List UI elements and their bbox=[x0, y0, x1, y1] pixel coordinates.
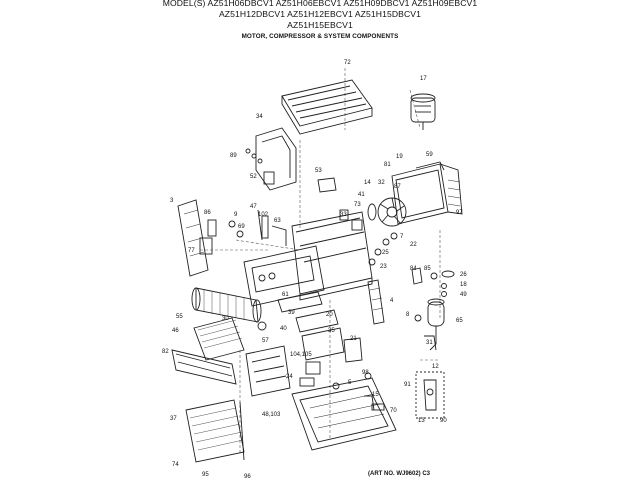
part-label-13: 13 bbox=[418, 418, 425, 424]
part-label-40: 40 bbox=[280, 326, 287, 332]
part-label-14: 14 bbox=[364, 180, 371, 186]
part-label-91: 91 bbox=[404, 382, 411, 388]
part-label-57: 57 bbox=[262, 338, 269, 344]
part-label-46: 46 bbox=[172, 328, 179, 334]
part-label-35: 35 bbox=[328, 328, 335, 334]
part-label-102: 102 bbox=[258, 212, 269, 218]
part-label-55: 55 bbox=[176, 314, 183, 320]
part-label-69: 69 bbox=[238, 224, 245, 230]
part-label-53: 53 bbox=[315, 168, 322, 174]
part-label-17: 17 bbox=[420, 76, 427, 82]
part-label-48-103: 48,103 bbox=[262, 412, 281, 418]
model-line-2: AZ51H12DBCV1 AZ51H12EBCV1 AZ51H15DBCV1 bbox=[218, 9, 422, 19]
part-label-85: 85 bbox=[424, 266, 431, 272]
part-label-19: 19 bbox=[396, 154, 403, 160]
part-label-23: 23 bbox=[380, 264, 387, 270]
top-rail-assembly bbox=[282, 80, 372, 134]
part-label-95: 95 bbox=[202, 472, 209, 478]
part-label-39: 39 bbox=[288, 310, 295, 316]
part-label-34: 34 bbox=[256, 114, 263, 120]
part-label-72: 72 bbox=[344, 60, 351, 66]
part-label-90: 90 bbox=[440, 418, 447, 424]
part-label-59: 59 bbox=[426, 152, 433, 158]
part-label-32: 32 bbox=[378, 180, 385, 186]
part-label-49: 49 bbox=[460, 292, 467, 298]
part-label-8: 8 bbox=[406, 312, 410, 318]
part-label-31: 31 bbox=[426, 340, 433, 346]
part-label-25: 25 bbox=[382, 250, 389, 256]
part-label-37: 37 bbox=[170, 416, 177, 422]
fan-motor bbox=[411, 94, 435, 130]
part-label-81: 81 bbox=[384, 162, 391, 168]
part-label-30: 30 bbox=[222, 316, 229, 322]
part-label-73: 73 bbox=[354, 202, 361, 208]
part-label-70: 70 bbox=[390, 408, 397, 414]
part-label-24: 24 bbox=[286, 374, 293, 380]
part-label-86: 86 bbox=[204, 210, 211, 216]
part-label-12: 12 bbox=[432, 364, 439, 370]
part-label-3: 3 bbox=[170, 198, 174, 204]
part-label-82: 82 bbox=[162, 349, 169, 355]
model-line-1: MODEL(S) AZ51H06DBCV1 AZ51H06EBCV1 AZ51H09DBCV1 AZ51H09EBCV1 bbox=[162, 0, 478, 8]
part-label-61: 61 bbox=[282, 292, 289, 298]
part-label-52: 52 bbox=[250, 174, 257, 180]
part-label-33: 33 bbox=[340, 212, 347, 218]
part-label-96: 96 bbox=[244, 474, 251, 480]
part-label-20: 20 bbox=[326, 312, 333, 318]
part-label-47: 47 bbox=[250, 204, 257, 210]
part-label-87: 87 bbox=[394, 184, 401, 190]
part-label-41: 41 bbox=[358, 192, 365, 198]
part-label-84: 84 bbox=[410, 266, 417, 272]
part-label-104-105: 104,105 bbox=[290, 352, 312, 358]
part-label-74: 74 bbox=[172, 462, 179, 468]
part-label-63: 63 bbox=[274, 218, 281, 224]
part-label-9: 9 bbox=[234, 212, 238, 218]
part-label-5: 5 bbox=[348, 380, 352, 386]
part-label-26: 26 bbox=[460, 272, 467, 278]
part-label-98: 98 bbox=[362, 370, 369, 376]
part-label-89: 89 bbox=[230, 153, 237, 159]
diagram-subtitle: MOTOR, COMPRESSOR & SYSTEM COMPONENTS bbox=[241, 33, 399, 40]
part-label-4: 4 bbox=[390, 298, 394, 304]
part-label-77: 77 bbox=[188, 248, 195, 254]
art-number: (ART NO. WJ9602) C3 bbox=[368, 471, 431, 477]
model-line-3: AZ51H15EBCV1 bbox=[287, 20, 353, 30]
part-label-65: 65 bbox=[456, 318, 463, 324]
part-label-15: 15 bbox=[372, 392, 379, 398]
part-label-22: 22 bbox=[410, 242, 417, 248]
part-label-18: 18 bbox=[460, 282, 467, 288]
part-label-21: 21 bbox=[350, 336, 357, 342]
part-label-97: 97 bbox=[456, 210, 463, 216]
part-label-7: 7 bbox=[400, 234, 404, 240]
